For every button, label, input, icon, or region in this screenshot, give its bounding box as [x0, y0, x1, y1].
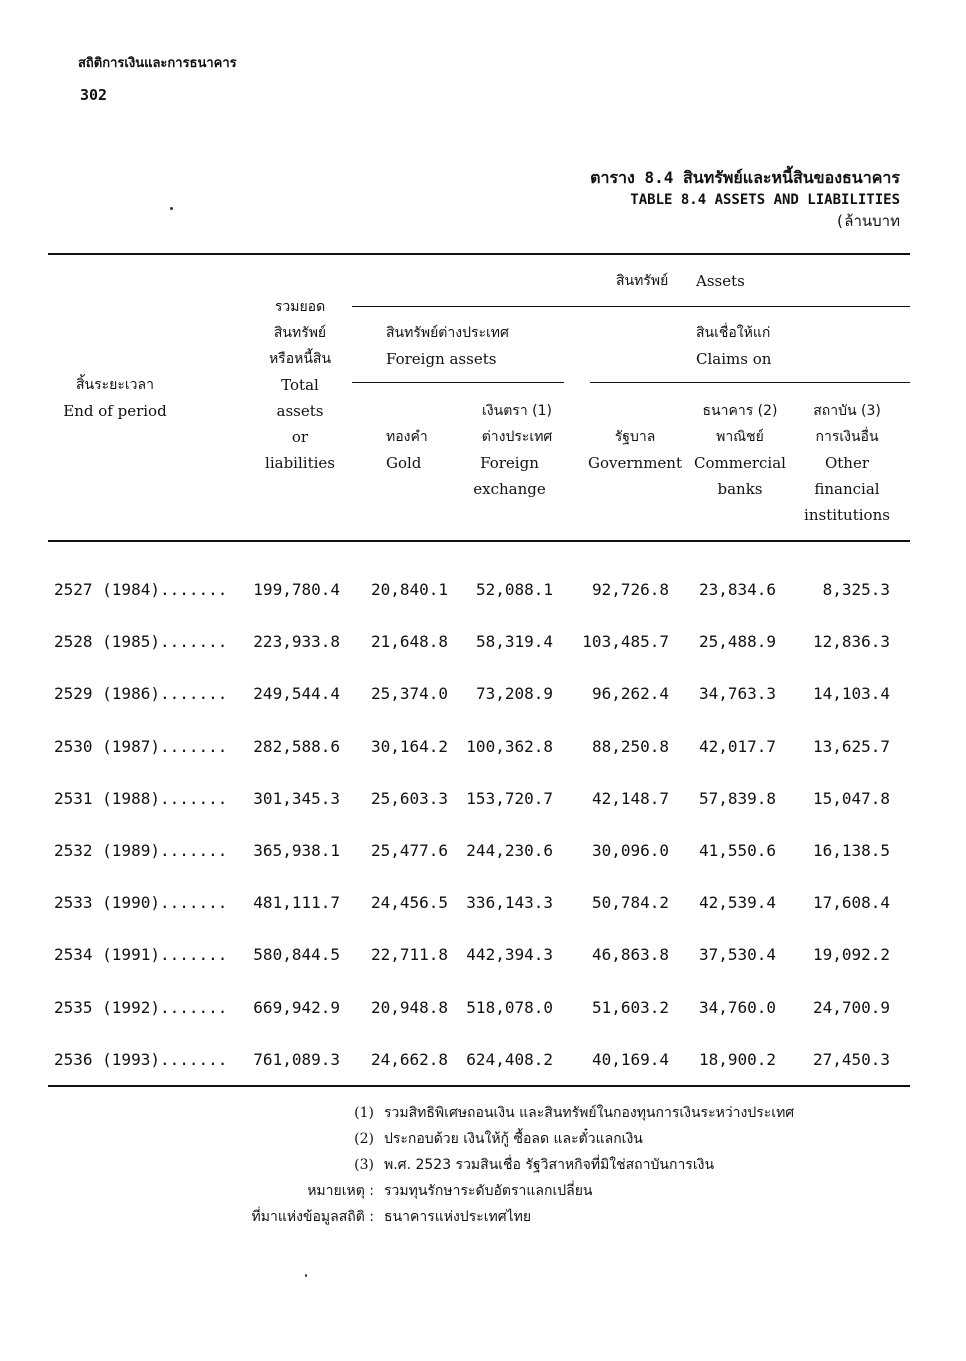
cell-cb: 41,550.6	[698, 841, 776, 860]
foreign-assets-rule	[352, 382, 564, 383]
cell-cb: 42,539.4	[698, 893, 776, 913]
cell-gold: 20,840.1	[370, 580, 448, 599]
speck-mark	[170, 207, 173, 210]
cell-gov: 51,603.2	[591, 997, 669, 1017]
cell-ofi: 13,625.7	[812, 736, 890, 756]
assets-header-english: Assets	[696, 272, 745, 290]
header-bottom-rule	[48, 540, 910, 542]
cell-fx: 58,319.4	[475, 632, 553, 652]
cell-total: 199,780.4	[253, 580, 340, 599]
table-caption	[590, 166, 900, 232]
cb-header-english-2: banks	[717, 480, 763, 498]
row-period: 2535 (1992).......	[54, 997, 228, 1017]
cell-total: 669,942.9	[253, 997, 340, 1017]
cell-total: 761,089.3	[253, 1049, 340, 1069]
cell-fx: 624,408.2	[466, 1049, 553, 1069]
row-period: 2529 (1986).......	[54, 684, 228, 704]
row-period: 2530 (1987).......	[54, 736, 228, 756]
total-header-english-1: Total	[281, 376, 319, 394]
total-header-english-2: assets	[276, 402, 324, 420]
ofi-header-thai-1: สถาบัน (3)	[813, 403, 881, 419]
cell-total: 282,588.6	[253, 736, 340, 756]
cell-fx: 100,362.8	[466, 736, 553, 756]
cell-gold: 22,711.8	[370, 945, 448, 965]
note-line	[0, 1126, 966, 1152]
cell-ofi: 12,836.3	[812, 632, 890, 652]
claims-header-english: Claims on	[696, 350, 772, 368]
cell-fx: 442,394.3	[466, 945, 553, 965]
cell-fx: 518,078.0	[466, 997, 553, 1017]
cell-total: 580,844.5	[253, 945, 340, 965]
cell-cb: 25,488.9	[698, 632, 776, 652]
page-number: 302	[80, 86, 108, 104]
cell-ofi: 19,092.2	[812, 945, 890, 965]
cell-fx: 73,208.9	[475, 684, 553, 704]
cell-gold: 25,477.6	[370, 841, 448, 860]
note-key: (2)	[354, 1131, 374, 1147]
period-header-english: End of period	[63, 402, 167, 420]
page-header-title: สถิติการเงินและการธนาคาร	[78, 56, 237, 71]
table-row	[48, 684, 910, 712]
cell-cb: 23,834.6	[698, 580, 776, 599]
total-header-english-3: or	[291, 428, 309, 446]
table-row	[48, 998, 910, 1026]
total-header-thai-1: รวมยอด	[274, 299, 326, 315]
caption-thai: ตาราง 8.4 สินทรัพย์และหนี้สินของธนาคาร	[590, 168, 900, 187]
cb-header-thai-1: ธนาคาร (2)	[702, 403, 778, 419]
note-key: ที่มาแห่งข้อมูลสถิติ :	[251, 1209, 374, 1225]
row-period: 2527 (1984).......	[54, 580, 228, 599]
cell-gov: 88,250.8	[591, 736, 669, 756]
cell-fx: 52,088.1	[475, 580, 553, 599]
claims-rule	[590, 382, 910, 383]
cell-gov: 42,148.7	[591, 788, 669, 808]
ofi-header-english-3: institutions	[804, 506, 890, 524]
cb-header-english-1: Commercial	[694, 454, 786, 472]
cell-gold: 25,374.0	[370, 684, 448, 704]
gold-header-thai: ทองคำ	[386, 429, 428, 445]
note-line	[0, 1152, 966, 1178]
assets-header-thai: สินทรัพย์	[616, 273, 669, 289]
period-header-thai: สิ้นระยะเวลา	[76, 377, 154, 393]
note-text: พ.ศ. 2523 รวมสินเชื่อ รัฐวิสาหกิจที่มิใช่สถาบันการเงิน	[384, 1157, 715, 1173]
cell-total: 223,933.8	[253, 632, 340, 652]
table-bottom-rule	[48, 1085, 910, 1087]
cell-ofi: 24,700.9	[812, 997, 890, 1017]
row-period: 2534 (1991).......	[54, 945, 228, 965]
cell-gov: 50,784.2	[591, 893, 669, 913]
cell-gov: 40,169.4	[591, 1049, 669, 1069]
cell-gov: 30,096.0	[591, 841, 669, 860]
total-header-english-4: liabilities	[265, 454, 335, 472]
caption-english: TABLE 8.4 ASSETS AND LIABILITIES	[630, 192, 900, 208]
cell-cb: 42,017.7	[698, 736, 776, 756]
note-key: (3)	[354, 1157, 374, 1173]
foreign-assets-header-english: Foreign assets	[386, 350, 497, 368]
ofi-header-english-1: Other	[824, 454, 870, 472]
note-text: รวมทุนรักษาระดับอัตราแลกเปลี่ยน	[384, 1183, 593, 1199]
cell-gold: 20,948.8	[370, 997, 448, 1017]
cell-gov: 46,863.8	[591, 945, 669, 965]
cell-cb: 57,839.8	[698, 788, 776, 808]
note-text: รวมสิทธิพิเศษถอนเงิน และสินทรัพย์ในกองทุนการเงินระหว่างประเทศ	[384, 1105, 795, 1121]
cell-cb: 37,530.4	[698, 945, 776, 965]
cell-gold: 25,603.3	[370, 788, 448, 808]
cell-total: 481,111.7	[253, 893, 340, 913]
gov-header-thai: รัฐบาล	[614, 429, 656, 445]
cell-gov: 96,262.4	[591, 684, 669, 704]
table-row	[48, 737, 910, 765]
table-row	[48, 632, 910, 660]
cell-ofi: 17,608.4	[812, 893, 890, 913]
cell-gold: 24,662.8	[370, 1049, 448, 1069]
ofi-header-thai-2: การเงินอื่น	[815, 429, 879, 445]
cell-cb: 34,763.3	[698, 684, 776, 704]
cell-gov: 103,485.7	[582, 632, 669, 652]
cell-total: 301,345.3	[253, 788, 340, 808]
fx-header-english-2: exchange	[473, 480, 546, 498]
cell-ofi: 8,325.3	[822, 580, 890, 599]
row-period: 2528 (1985).......	[54, 632, 228, 652]
cell-gov: 92,726.8	[591, 580, 669, 599]
cell-gold: 30,164.2	[370, 736, 448, 756]
speck-mark	[305, 1274, 307, 1277]
foreign-assets-header-thai: สินทรัพย์ต่างประเทศ	[386, 325, 509, 341]
cell-fx: 244,230.6	[466, 841, 553, 860]
table-row	[48, 841, 910, 869]
note-key: หมายเหตุ :	[307, 1183, 374, 1199]
fx-header-thai-1: เงินตรา (1)	[482, 403, 552, 419]
row-period: 2532 (1989).......	[54, 841, 228, 860]
ofi-header-english-2: financial	[814, 480, 880, 498]
cell-fx: 336,143.3	[466, 893, 553, 913]
cell-ofi: 27,450.3	[812, 1049, 890, 1069]
fx-header-english-1: Foreign	[480, 454, 539, 472]
cell-fx: 153,720.7	[466, 788, 553, 808]
cell-cb: 34,760.0	[698, 997, 776, 1017]
cell-total: 249,544.4	[253, 684, 340, 704]
cell-ofi: 16,138.5	[812, 841, 890, 860]
cell-gold: 24,456.5	[370, 893, 448, 913]
table-row	[48, 893, 910, 921]
total-header-thai-2: สินทรัพย์	[273, 325, 327, 341]
total-header-thai-3: หรือหนี้สิน	[268, 351, 332, 367]
table-top-rule	[48, 253, 910, 255]
gov-header-english: Government	[588, 454, 682, 472]
note-line	[0, 1178, 966, 1204]
cb-header-thai-2: พาณิชย์	[716, 429, 764, 445]
claims-header-thai: สินเชื่อให้แก่	[696, 325, 771, 341]
table-row	[48, 1050, 910, 1078]
note-text: ประกอบด้วย เงินให้กู้ ซื้อลด และตั๋วแลกเงิน	[384, 1131, 643, 1147]
note-key: (1)	[354, 1105, 374, 1121]
cell-ofi: 15,047.8	[812, 788, 890, 808]
table-row	[48, 945, 910, 973]
table-row	[48, 789, 910, 817]
cell-cb: 18,900.2	[698, 1049, 776, 1069]
note-text: ธนาคารแห่งประเทศไทย	[384, 1209, 532, 1225]
cell-ofi: 14,103.4	[812, 684, 890, 704]
gold-header-english: Gold	[386, 454, 422, 472]
row-period: 2531 (1988).......	[54, 788, 228, 808]
cell-gold: 21,648.8	[370, 632, 448, 652]
fx-header-thai-2: ต่างประเทศ	[481, 429, 553, 445]
row-period: 2536 (1993).......	[54, 1049, 228, 1069]
note-line	[0, 1204, 966, 1230]
cell-total: 365,938.1	[253, 841, 340, 860]
caption-unit: (ล้านบาท	[835, 212, 900, 230]
table-row	[48, 580, 910, 608]
row-period: 2533 (1990).......	[54, 893, 228, 913]
assets-group-rule	[352, 306, 910, 307]
note-line	[0, 1100, 966, 1126]
